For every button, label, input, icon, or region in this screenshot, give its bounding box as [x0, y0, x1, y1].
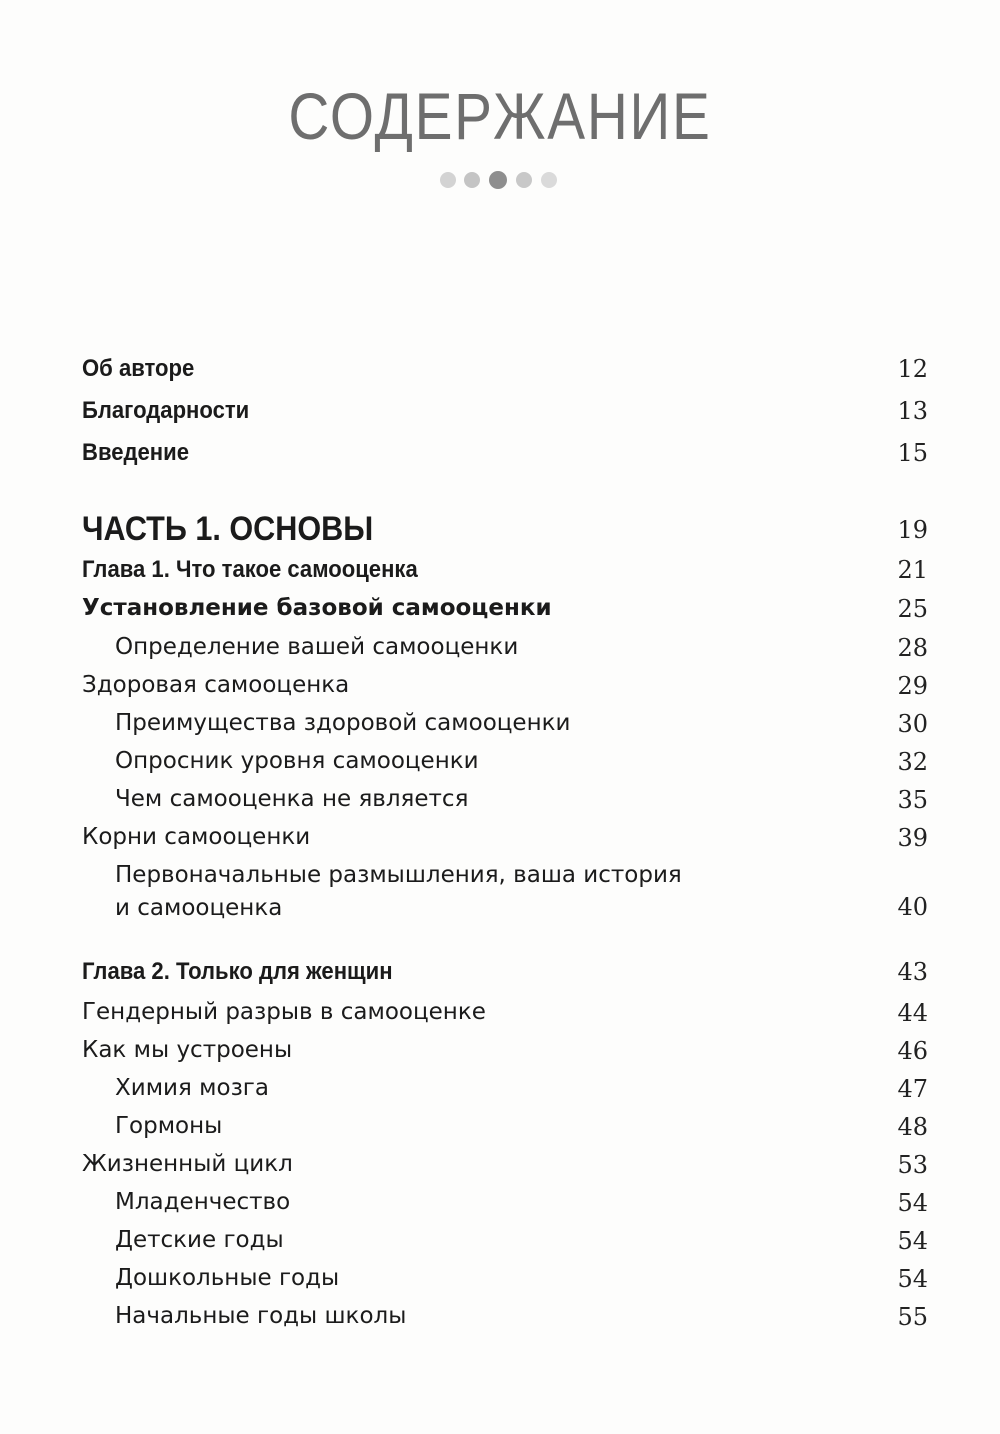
toc-page: 53: [897, 1151, 928, 1179]
ornament-dot: [516, 172, 532, 188]
toc-entry[interactable]: [82, 710, 928, 750]
page-title: СОДЕРЖАНИЕ: [288, 79, 712, 153]
toc-page: 29: [897, 672, 928, 700]
toc-entry[interactable]: [82, 1113, 928, 1153]
toc-entry-basic-self-esteem[interactable]: [82, 595, 928, 635]
toc-entry[interactable]: [82, 1227, 928, 1267]
toc-label: Гормоны: [115, 1113, 223, 1139]
toc-entry-part-1[interactable]: [82, 510, 928, 556]
toc-entry-about-author[interactable]: [82, 355, 928, 395]
toc-entry[interactable]: [82, 786, 928, 826]
toc-label: Глава 1. Что такое самооценка: [82, 556, 418, 583]
toc-label: Глава 2. Только для женщин: [82, 958, 393, 985]
toc-page: 15: [897, 439, 928, 467]
toc-page: 43: [897, 958, 928, 986]
toc-entry-chapter-1[interactable]: [82, 556, 928, 596]
ornament-dot: [440, 172, 456, 188]
toc-label: и самооценка: [115, 895, 283, 921]
toc-entry-introduction[interactable]: [82, 439, 928, 479]
toc-label: Определение вашей самооценки: [115, 634, 519, 660]
toc-page: 40: [897, 893, 928, 921]
toc-entry[interactable]: [82, 1075, 928, 1115]
toc-page: 39: [897, 824, 928, 852]
toc-page: 21: [897, 556, 928, 584]
toc-page: 25: [897, 595, 928, 623]
toc-page: 54: [897, 1189, 928, 1217]
toc-entry[interactable]: [82, 634, 928, 674]
toc-label: Дошкольные годы: [115, 1265, 340, 1291]
ornament-dots: [0, 168, 1000, 196]
toc-page: 46: [897, 1037, 928, 1065]
toc-label: Преимущества здоровой самооценки: [115, 710, 571, 736]
toc-entry[interactable]: [82, 862, 928, 934]
toc-entry[interactable]: [82, 999, 928, 1039]
toc-label: Чем самооценка не является: [115, 786, 469, 812]
toc-label: Опросник уровня самооценки: [115, 748, 479, 774]
toc-label: Жизненный цикл: [82, 1151, 293, 1177]
toc-label: Здоровая самооценка: [82, 672, 350, 698]
toc-page: 54: [897, 1227, 928, 1255]
ornament-dot: [489, 171, 507, 189]
toc-entry[interactable]: [82, 1037, 928, 1077]
toc-entry[interactable]: [82, 1151, 928, 1191]
toc-page: 48: [897, 1113, 928, 1141]
toc-label: Корни самооценки: [82, 824, 311, 850]
toc-entry-acknowledgements[interactable]: [82, 397, 928, 437]
ornament-dot: [541, 172, 557, 188]
toc-page: 47: [897, 1075, 928, 1103]
toc-label: Младенчество: [115, 1189, 291, 1215]
toc-page: 28: [897, 634, 928, 662]
toc-label: Гендерный разрыв в самооценке: [82, 999, 486, 1025]
toc-entry-chapter-2[interactable]: [82, 958, 928, 998]
toc-page: 30: [897, 710, 928, 738]
toc-label: Начальные годы школы: [115, 1303, 407, 1329]
toc-page: 19: [897, 516, 928, 544]
toc-label: Детские годы: [115, 1227, 284, 1253]
toc-entry[interactable]: [82, 1189, 928, 1229]
toc-label: Благодарности: [82, 397, 250, 424]
toc-entry[interactable]: [82, 1303, 928, 1343]
toc-page: 13: [897, 397, 928, 425]
toc-label: Как мы устроены: [82, 1037, 293, 1063]
toc-label: Введение: [82, 439, 189, 466]
toc-label: Об авторе: [82, 355, 195, 382]
toc-label: Первоначальные размышления, ваша история: [115, 862, 682, 888]
toc-page: 32: [897, 748, 928, 776]
toc-page: 12: [897, 355, 928, 383]
toc-label: Установление базовой самооценки: [82, 595, 552, 621]
toc-page: 44: [897, 999, 928, 1027]
toc-entry[interactable]: [82, 824, 928, 864]
toc-page: 55: [897, 1303, 928, 1331]
ornament-dot: [464, 172, 480, 188]
toc-entry[interactable]: [82, 748, 928, 788]
toc-label: ЧАСТЬ 1. ОСНОВЫ: [82, 510, 374, 548]
toc-page: 35: [897, 786, 928, 814]
toc-label: Химия мозга: [115, 1075, 269, 1101]
toc-page: 54: [897, 1265, 928, 1293]
toc-entry[interactable]: [82, 672, 928, 712]
toc-entry[interactable]: [82, 1265, 928, 1305]
